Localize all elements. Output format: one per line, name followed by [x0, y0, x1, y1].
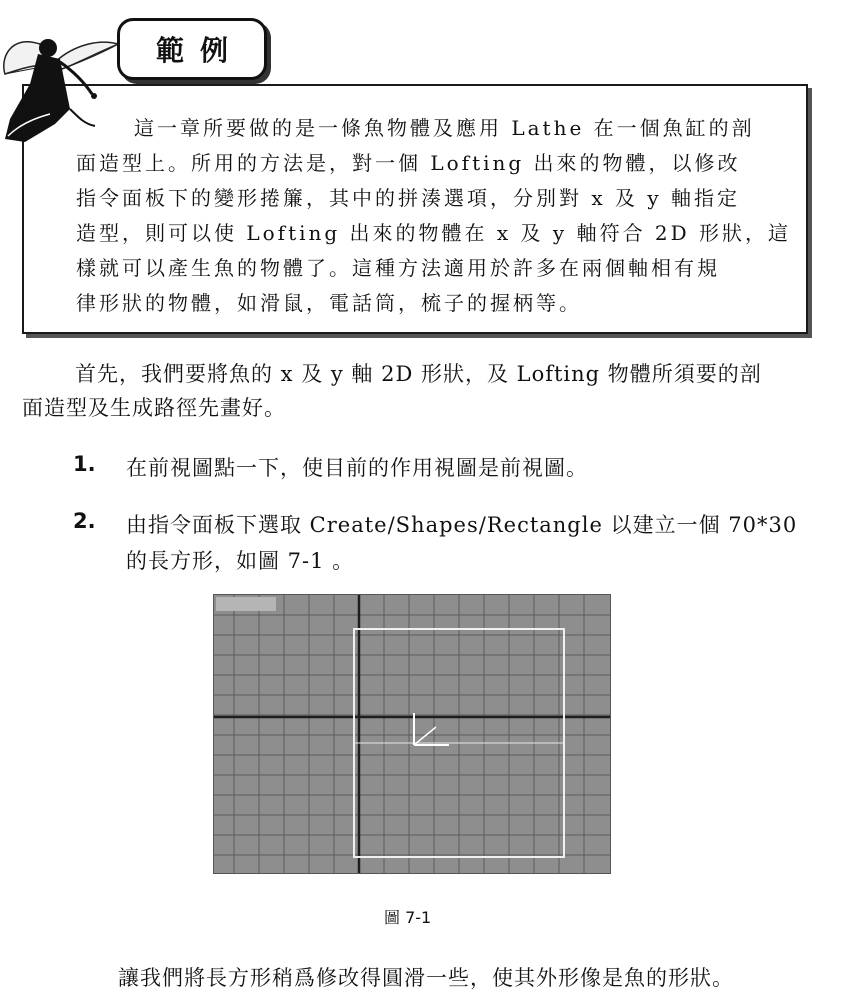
fairy-decoration-icon — [0, 14, 130, 154]
step-2-number: 2. — [73, 509, 96, 533]
example-line-2: 面造型上。所用的方法是，對一個 Lofting 出來的物體，以修改 — [76, 151, 741, 175]
example-line-6: 律形狀的物體，如滑鼠，電話筒，梳子的握柄等。 — [76, 291, 582, 315]
example-line-3: 指令面板下的變形捲簾，其中的拼湊選項，分別對 x 及 y 軸指定 — [76, 186, 741, 210]
step-1-line-1: 在前視圖點一下，使目前的作用視圖是前視圖。 — [126, 456, 588, 480]
example-tab-label: 範例 — [155, 34, 244, 67]
viewport-grid — [214, 595, 610, 873]
intro-line-1: 首先，我們要將魚的 x 及 y 軸 2D 形狀，及 Lofting 物體所須要的剖 — [75, 362, 762, 386]
example-box — [22, 84, 808, 334]
example-line-5: 樣就可以產生魚的物體了。這種方法適用於許多在兩個軸相有規 — [76, 256, 720, 280]
figure-viewport — [213, 594, 611, 874]
example-tab — [117, 18, 267, 80]
example-line-1: 這一章所要做的是一條魚物體及應用 Lathe 在一個魚缸的剖 — [134, 116, 755, 140]
step-2-line-2: 的長方形，如圖 7-1 。 — [126, 549, 355, 573]
closing-paragraph: 讓我們將長方形稍爲修改得圓滑一些，使其外形像是魚的形狀。 — [118, 966, 734, 990]
intro-line-2: 面造型及生成路徑先畫好。 — [22, 396, 286, 420]
example-line-4: 造型，則可以使 Lofting 出來的物體在 x 及 y 軸符合 2D 形狀，這 — [76, 221, 792, 245]
step-1-number: 1. — [73, 452, 96, 476]
figure-caption: 圖 7-1 — [384, 908, 432, 927]
step-2-line-1: 由指令面板下選取 Create/Shapes/Rectangle 以建立一個 70*30 — [126, 513, 798, 537]
